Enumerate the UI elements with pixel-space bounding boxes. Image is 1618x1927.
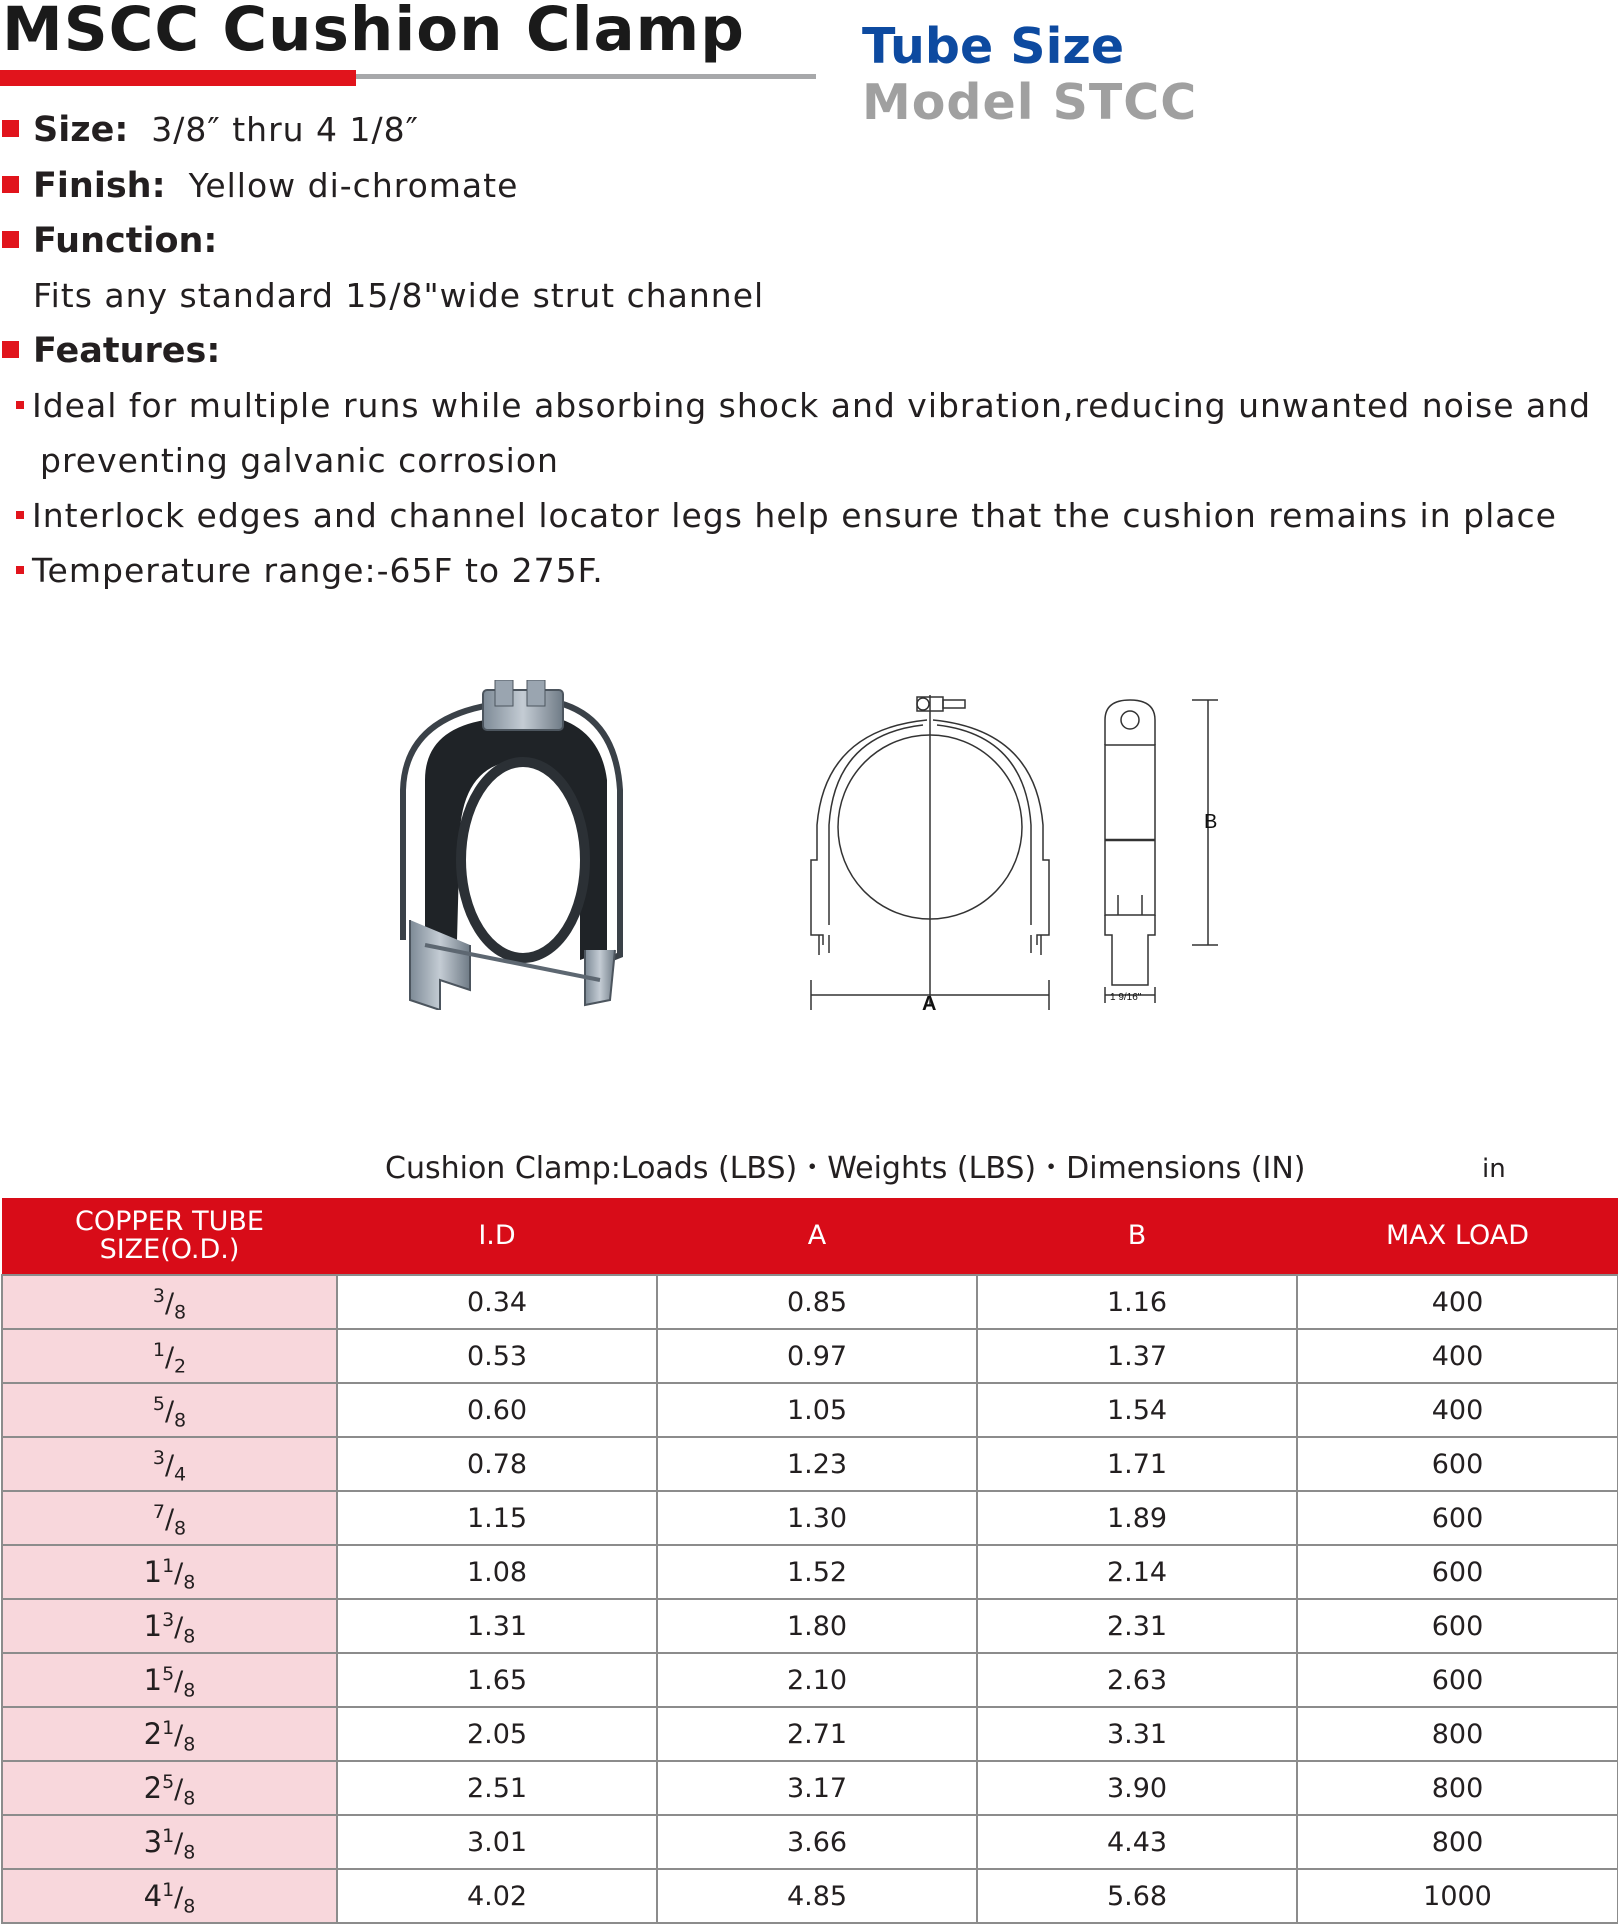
cell-max-load: 600 <box>1297 1545 1618 1599</box>
table-row <box>2 1275 1618 1329</box>
header-copper-tube-size: COPPER TUBE SIZE(O.D.) <box>2 1198 337 1275</box>
cell-b: 1.37 <box>977 1329 1297 1383</box>
cell-id: 0.60 <box>337 1383 657 1437</box>
red-bullet-icon <box>2 120 19 137</box>
cell-max-load: 600 <box>1297 1491 1618 1545</box>
cell-b: 4.43 <box>977 1815 1297 1869</box>
page-title: MSCC Cushion Clamp <box>2 0 745 65</box>
finish-label: Finish: <box>33 166 166 206</box>
cell-tube-size: $^5/_8$ <box>2 1383 337 1437</box>
cell-max-load: 600 <box>1297 1437 1618 1491</box>
cell-b: 3.90 <box>977 1761 1297 1815</box>
dimension-width-label: 1 9/16" <box>1110 992 1142 1003</box>
title-underline-gray <box>356 74 816 79</box>
table-row <box>2 1437 1618 1491</box>
cell-a: 2.71 <box>657 1707 977 1761</box>
cell-id: 0.34 <box>337 1275 657 1329</box>
spec-features <box>0 331 220 371</box>
dimension-a-label: A <box>922 993 937 1015</box>
finish-value: Yellow di-chromate <box>188 166 519 205</box>
feature-item-continued: preventing galvanic corrosion <box>40 441 559 480</box>
cell-id: 1.31 <box>337 1599 657 1653</box>
cell-b: 3.31 <box>977 1707 1297 1761</box>
cell-tube-size: $^3/_8$ <box>2 1275 337 1329</box>
feature-item: Ideal for multiple runs while absorbing shock and vibration,reducing unwanted noise and <box>0 386 1591 425</box>
table-row <box>2 1491 1618 1545</box>
cell-id: 0.78 <box>337 1437 657 1491</box>
cell-a: 1.05 <box>657 1383 977 1437</box>
cushion-clamp-photo <box>395 680 635 1010</box>
size-value: 3/8″ thru 4 1/8″ <box>151 110 419 149</box>
cell-a: 2.10 <box>657 1653 977 1707</box>
cell-max-load: 800 <box>1297 1815 1618 1869</box>
cell-tube-size: $1^3/_8$ <box>2 1599 337 1653</box>
table-row <box>2 1815 1618 1869</box>
cell-tube-size: $^1/_2$ <box>2 1329 337 1383</box>
cell-max-load: 1000 <box>1297 1869 1618 1923</box>
cell-id: 1.65 <box>337 1653 657 1707</box>
clamp-side-drawing <box>1100 695 1225 1015</box>
cell-b: 2.63 <box>977 1653 1297 1707</box>
header-id: I.D <box>337 1198 657 1275</box>
header-max-load: MAX LOAD <box>1297 1198 1618 1275</box>
cell-a: 3.17 <box>657 1761 977 1815</box>
cell-b: 1.16 <box>977 1275 1297 1329</box>
header-a: A <box>657 1198 977 1275</box>
red-bullet-icon <box>2 341 19 358</box>
cell-a: 3.66 <box>657 1815 977 1869</box>
tube-size-heading: Tube Size <box>862 18 1125 75</box>
small-bullet-icon <box>16 401 24 409</box>
cell-a: 0.85 <box>657 1275 977 1329</box>
size-label: Size: <box>33 110 129 150</box>
table-row <box>2 1545 1618 1599</box>
table-caption: Cushion Clamp:Loads (LBS)・Weights (LBS)・Dimensions (IN) <box>385 1151 1306 1186</box>
cell-id: 0.53 <box>337 1329 657 1383</box>
function-value: Fits any standard 15/8"wide strut channel <box>33 276 765 315</box>
clamp-front-drawing <box>805 685 1055 1015</box>
red-bullet-icon <box>2 231 19 248</box>
cell-id: 2.05 <box>337 1707 657 1761</box>
cell-tube-size: $3^1/_8$ <box>2 1815 337 1869</box>
cell-tube-size: $^3/_4$ <box>2 1437 337 1491</box>
spec-table <box>1 1198 1618 1924</box>
cell-a: 1.80 <box>657 1599 977 1653</box>
table-row <box>2 1383 1618 1437</box>
dimension-b-label: B <box>1204 811 1218 833</box>
cell-id: 1.08 <box>337 1545 657 1599</box>
cell-max-load: 400 <box>1297 1275 1618 1329</box>
cell-tube-size: $2^5/_8$ <box>2 1761 337 1815</box>
cell-tube-size: $4^1/_8$ <box>2 1869 337 1923</box>
header-b: B <box>977 1198 1297 1275</box>
cell-id: 3.01 <box>337 1815 657 1869</box>
table-row <box>2 1707 1618 1761</box>
table-header-row <box>2 1198 1618 1275</box>
cell-a: 0.97 <box>657 1329 977 1383</box>
cell-max-load: 800 <box>1297 1707 1618 1761</box>
spec-size <box>0 110 419 150</box>
cell-max-load: 400 <box>1297 1329 1618 1383</box>
cell-b: 1.54 <box>977 1383 1297 1437</box>
cell-a: 1.52 <box>657 1545 977 1599</box>
table-unit: in <box>1482 1154 1506 1184</box>
cell-max-load: 600 <box>1297 1653 1618 1707</box>
cell-tube-size: $1^1/_8$ <box>2 1545 337 1599</box>
cell-id: 1.15 <box>337 1491 657 1545</box>
cell-tube-size: $^7/_8$ <box>2 1491 337 1545</box>
cell-b: 5.68 <box>977 1869 1297 1923</box>
table-row <box>2 1653 1618 1707</box>
feature-item: Interlock edges and channel locator legs help ensure that the cushion remains in place <box>0 496 1557 535</box>
small-bullet-icon <box>16 511 24 519</box>
small-bullet-icon <box>16 566 24 574</box>
table-row <box>2 1329 1618 1383</box>
features-label: Features: <box>33 331 221 371</box>
cell-a: 1.23 <box>657 1437 977 1491</box>
function-label: Function: <box>33 221 218 261</box>
cell-a: 1.30 <box>657 1491 977 1545</box>
model-heading: Model STCC <box>862 74 1198 131</box>
cell-id: 4.02 <box>337 1869 657 1923</box>
cell-b: 2.31 <box>977 1599 1297 1653</box>
spec-function <box>0 221 217 261</box>
cell-b: 2.14 <box>977 1545 1297 1599</box>
table-row <box>2 1869 1618 1923</box>
red-bullet-icon <box>2 176 19 193</box>
spec-finish <box>0 166 518 206</box>
cell-b: 1.71 <box>977 1437 1297 1491</box>
cell-max-load: 600 <box>1297 1599 1618 1653</box>
title-underline-red <box>0 70 356 86</box>
cell-max-load: 800 <box>1297 1761 1618 1815</box>
cell-tube-size: $2^1/_8$ <box>2 1707 337 1761</box>
cell-tube-size: $1^5/_8$ <box>2 1653 337 1707</box>
feature-item: Temperature range:-65F to 275F. <box>0 551 604 590</box>
cell-a: 4.85 <box>657 1869 977 1923</box>
table-row <box>2 1761 1618 1815</box>
cell-max-load: 400 <box>1297 1383 1618 1437</box>
cell-id: 2.51 <box>337 1761 657 1815</box>
table-row <box>2 1599 1618 1653</box>
cell-b: 1.89 <box>977 1491 1297 1545</box>
